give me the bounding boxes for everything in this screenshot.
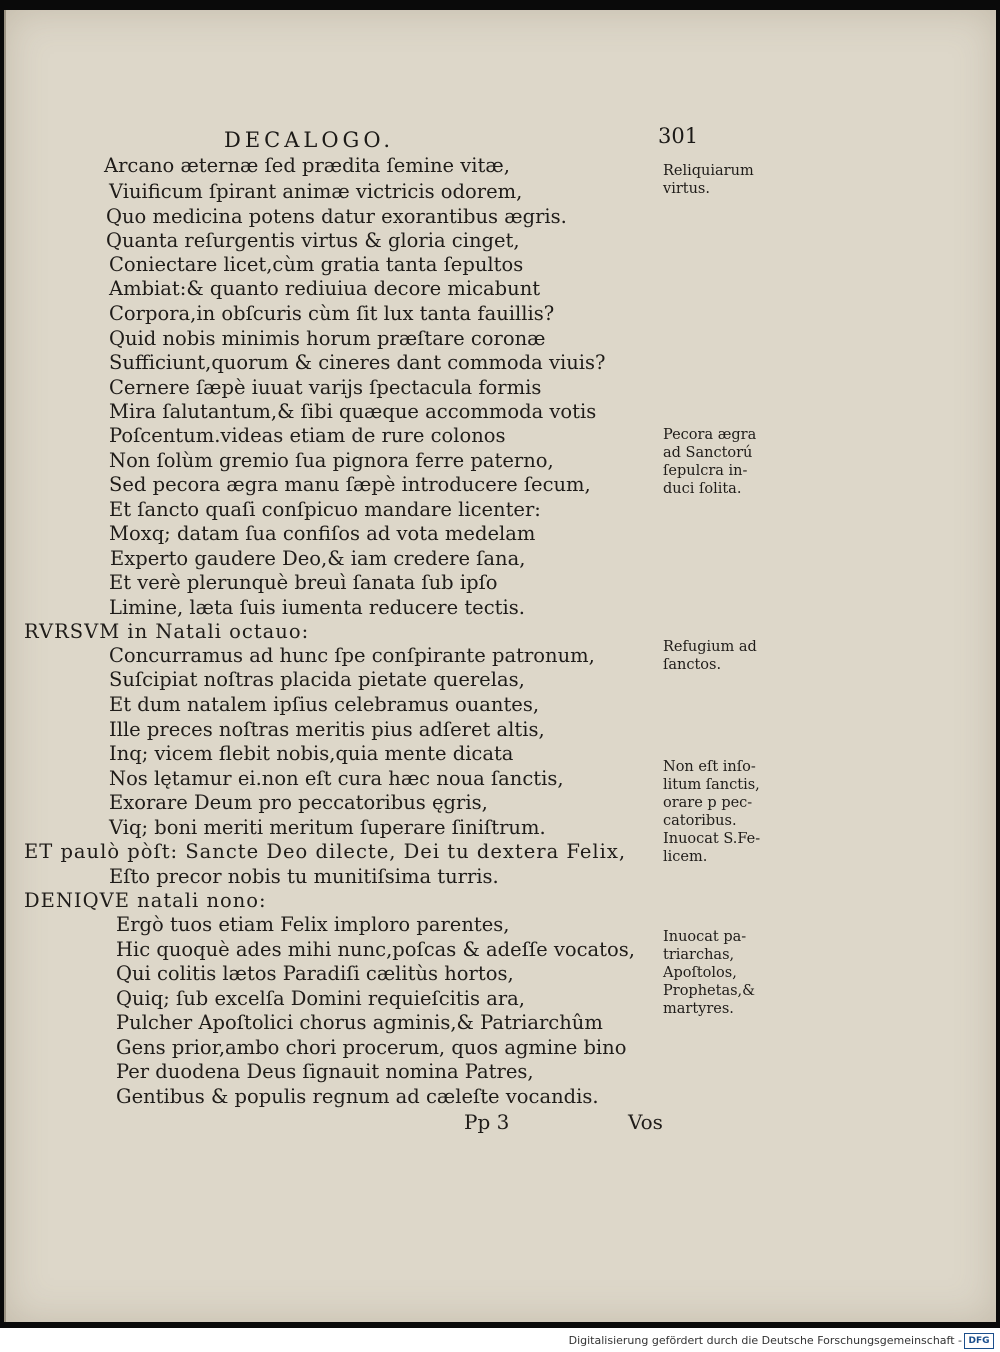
verse-line: Coniectare licet,cùm gratia tanta ſepultos bbox=[109, 253, 524, 276]
verse-line: Pulcher Apoſtolici chorus agminis,& Patriarchûm bbox=[116, 1011, 603, 1034]
dfg-logo-icon[interactable]: DFG bbox=[964, 1333, 994, 1349]
signature-mark: Pp 3 bbox=[464, 1110, 510, 1134]
verse-line: Viuificum ſpirant animæ victricis odorem, bbox=[109, 180, 523, 203]
verse-line: Et ſancto quaſi conſpicuo mandare licenter: bbox=[109, 498, 541, 521]
verse-line: Et dum natalem ipſius celebramus ouantes, bbox=[109, 693, 540, 716]
verse-line: Ille preces noſtras meritis pius adſeret altis, bbox=[109, 718, 545, 741]
verse-line: Ambiat:& quanto rediuiua decore micabunt bbox=[109, 277, 541, 300]
verse-line: Quiq; ſub excelſa Domini requieſcitis ara, bbox=[116, 987, 525, 1010]
verse-line: Viq; boni meriti meritum ſuperare ſiniſtrum. bbox=[109, 816, 546, 839]
verse-line: Poſcentum.videas etiam de rure colonos bbox=[109, 424, 506, 447]
verse-line: Non ſolùm gremio ſua pignora ferre paterno, bbox=[109, 449, 554, 472]
margin-note: Non eſt inſo- litum ſanctis, orare p pec- catoribus. Inuocat S.Fe- licem. bbox=[663, 759, 761, 865]
verse-line: Gens prior,ambo chori procerum, quos agmine bino bbox=[116, 1036, 627, 1059]
verse-line: Corpora,in obſcuris cùm ſit lux tanta fauillis? bbox=[109, 302, 555, 325]
section-heading: RVRSVM in Natali octauo: bbox=[24, 620, 310, 643]
verse-line: Sufficiunt,quorum & cineres dant commoda viuis? bbox=[109, 351, 606, 374]
verse-line: Nos lętamur ei.non eſt cura hæc noua ſanctis, bbox=[109, 767, 564, 790]
verse-line: Exorare Deum pro peccatoribus ęgris, bbox=[109, 791, 488, 814]
catchword: Vos bbox=[628, 1110, 663, 1134]
verse-line: Experto gaudere Deo,& iam credere ſana, bbox=[110, 547, 526, 570]
verse-line: Et verè plerunquè breuì ſanata ſub ipſo bbox=[109, 571, 498, 594]
verse-line: Moxq; datam ſua confiſos ad vota medelam bbox=[109, 522, 536, 545]
verse-line: Concurramus ad hunc ſpe conſpirante patronum, bbox=[109, 644, 595, 667]
verse-line: Quo medicina potens datur exorantibus ægris. bbox=[106, 205, 567, 228]
margin-note: Refugium ad ſanctos. bbox=[663, 639, 757, 673]
verse-line: Mira ſalutantum,& ſibi quæque accommoda votis bbox=[109, 400, 597, 423]
verse-line: Per duodena Deus ſignauit nomina Patres, bbox=[116, 1060, 534, 1083]
verse-line: Limine, læta ſuis iumenta reducere tectis. bbox=[109, 596, 525, 619]
verse-line: Ergò tuos etiam Felix imploro parentes, bbox=[116, 913, 510, 936]
verse-line: Inq; vicem flebit nobis,quia mente dicata bbox=[109, 742, 514, 765]
verse-line: Sed pecora ægra manu ſæpè introducere ſecum, bbox=[109, 473, 591, 496]
section-heading: DENIQVE natali nono: bbox=[24, 889, 267, 912]
verse-line: Quanta reſurgentis virtus & gloria cinget, bbox=[106, 229, 520, 252]
digitization-credit-bar bbox=[0, 1330, 1000, 1352]
verse-line: Eſto precor nobis tu munitiſsima turris. bbox=[109, 865, 499, 888]
running-head: DECALOGO. bbox=[224, 128, 394, 152]
margin-note: Reliquiarum virtus. bbox=[663, 163, 754, 197]
verse-line: Hic quoquè ades mihi nunc,poſcas & adeſſe vocatos, bbox=[116, 938, 635, 961]
credit-text: Digitalisierung gefördert durch die Deutsche Forschungsgemeinschaft - bbox=[568, 1334, 962, 1347]
verse-line: Cernere ſæpè iuuat varijs ſpectacula formis bbox=[109, 376, 542, 399]
page-number: 301 bbox=[658, 124, 699, 148]
book-page bbox=[4, 10, 996, 1322]
verse-line: Gentibus & populis regnum ad cæleſte vocandis. bbox=[116, 1085, 599, 1108]
verse-line: Suſcipiat noſtras placida pietate querelas, bbox=[109, 668, 525, 691]
verse-line: Arcano æternæ ſed prædita ſemine vitæ, bbox=[104, 154, 510, 177]
verse-line: Quid nobis minimis horum præſtare coronæ bbox=[109, 327, 546, 350]
section-heading: ET paulò pòſt: Sancte Deo dilecte, Dei tu dextera Felix, bbox=[24, 840, 627, 863]
margin-note: Inuocat pa- triarchas, Apoſtolos, Prophetas,& martyres. bbox=[663, 929, 756, 1017]
verse-line: Qui colitis lætos Paradiſi cælitùs hortos, bbox=[116, 962, 514, 985]
margin-note: Pecora ægra ad Sanctorú ſepulcra in- duci ſolita. bbox=[663, 427, 757, 497]
